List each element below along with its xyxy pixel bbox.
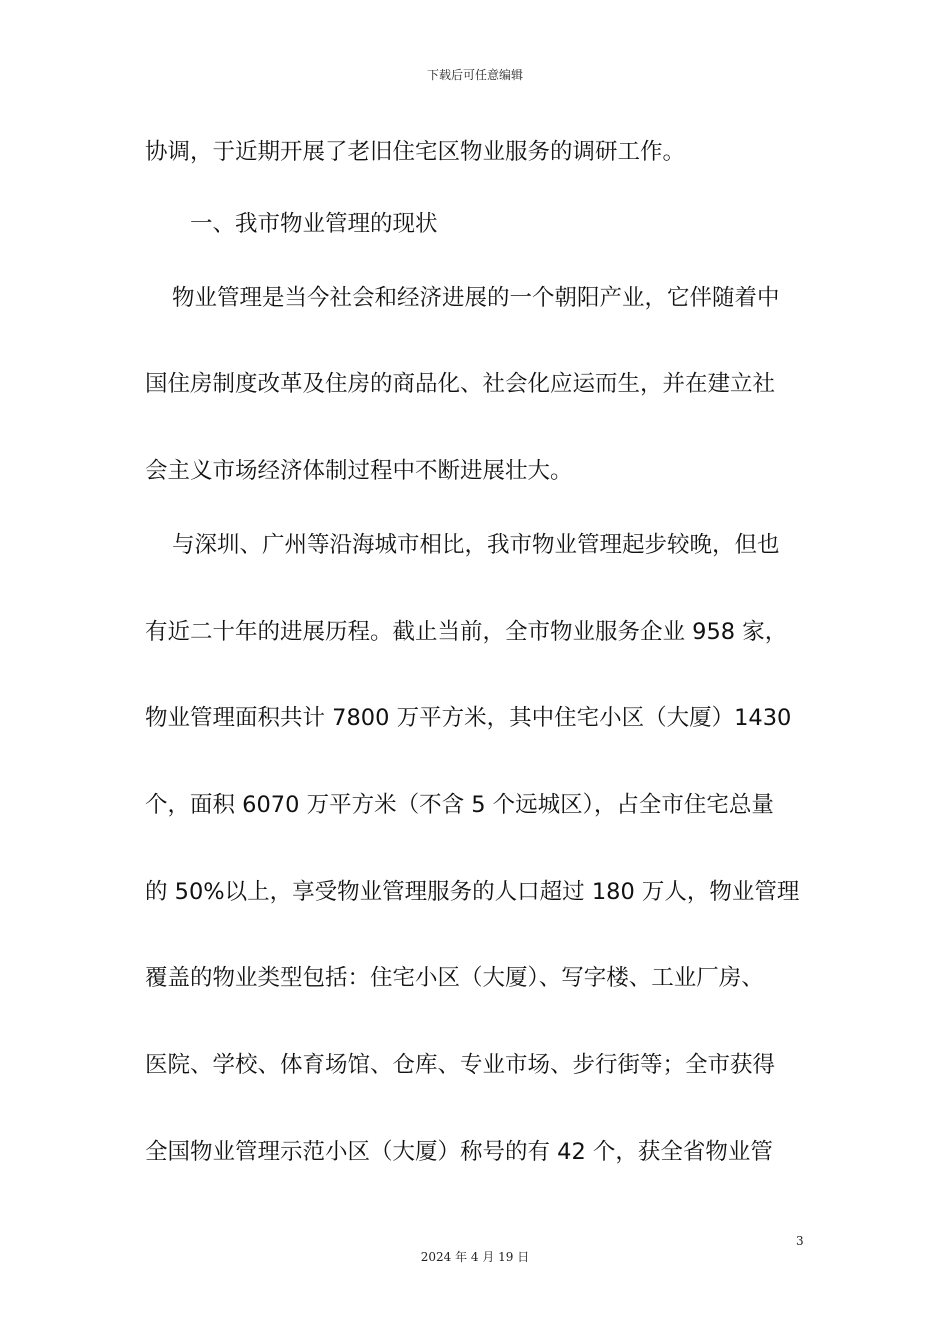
page-number: 3 [796,1234,804,1248]
text-line: 会主义市场经济体制过程中不断进展壮大。 [145,458,573,484]
text-line: 覆盖的物业类型包括：住宅小区（大厦）、写字楼、工业厂房、 [145,965,764,991]
text-line: 国住房制度改革及住房的商品化、社会化应运而生，并在建立社 [145,371,776,397]
text-line: 与深圳、广州等沿海城市相比，我市物业管理起步较晚，但也 [172,532,780,558]
footer-date: 2024 年 4 月 19 日 [420,1250,530,1264]
text-line: 有近二十年的进展历程。截止当前，全市物业服务企业 958 家， [145,619,788,645]
text-line: 物业管理面积共计 7800 万平方米，其中住宅小区（大厦）1430 [145,705,792,731]
page-header: 下载后可任意编辑 [426,68,523,82]
text-line: 的 50%以上，享受物业管理服务的人口超过 180 万人，物业管理 [145,879,800,905]
text-line: 协调，于近期开展了老旧住宅区物业服务的调研工作。 [145,139,686,165]
text-line: 全国物业管理示范小区（大厦）称号的有 42 个，获全省物业管 [145,1139,773,1165]
text-line: 医院、学校、体育场馆、仓库、专业市场、步行街等；全市获得 [145,1052,776,1078]
section-heading: 一、我市物业管理的现状 [190,211,438,237]
text-line: 物业管理是当今社会和经济进展的一个朝阳产业，它伴随着中 [172,285,780,311]
text-line: 个，面积 6070 万平方米（不含 5 个远城区），占全市住宅总量 [145,792,774,818]
